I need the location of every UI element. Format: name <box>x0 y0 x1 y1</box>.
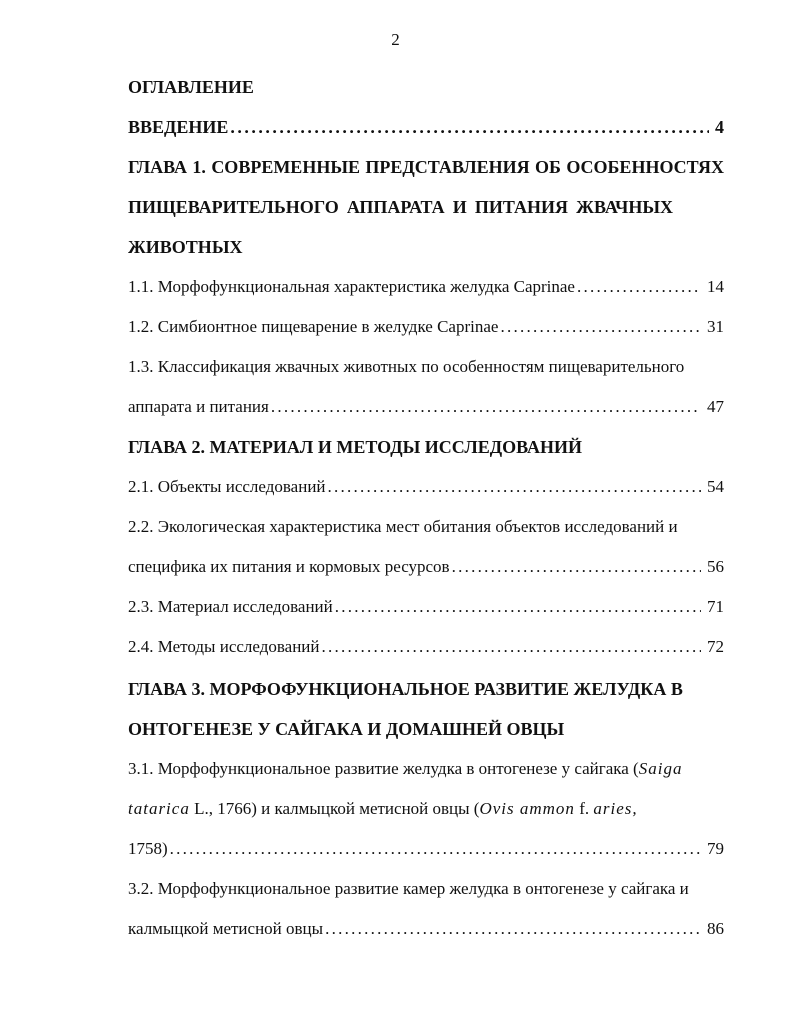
species-name: Saiga <box>638 759 683 778</box>
word: ПИЩЕВАРИТЕЛЬНОГО <box>128 197 339 217</box>
toc-entry-intro[interactable] <box>128 116 724 138</box>
word: ГЛАВА <box>128 157 188 177</box>
chapter3-title-line2: ОНТОГЕНЕЗЕ У САЙГАКА И ДОМАШНЕЙ ОВЦЫ <box>128 719 565 739</box>
toc-entry-title: аппарата и питания <box>128 397 269 416</box>
chapter1-title-line1 <box>128 156 724 178</box>
toc-heading: ОГЛАВЛЕНИЕ <box>128 77 254 97</box>
dot-leader <box>325 918 701 940</box>
toc-entry-2-4[interactable] <box>128 636 724 658</box>
toc-entry-title: 1.1. Морфофункциональная характеристика желудка Caprinae <box>128 277 575 296</box>
dot-leader <box>452 556 701 578</box>
word: ОБ <box>535 157 561 177</box>
word: АППАРАТА <box>346 197 445 217</box>
dot-leader <box>170 838 701 860</box>
toc-entry-title: 2.1. Объекты исследований <box>128 477 326 496</box>
toc-entry-2-1[interactable] <box>128 476 724 498</box>
toc-entry-1-3-line1[interactable]: 1.3. Классификация жвачных животных по особенностям пищеварительного <box>128 357 685 376</box>
toc-text: f. <box>579 799 590 818</box>
toc-entry-page: 71 <box>707 597 724 616</box>
dot-leader <box>271 396 701 418</box>
toc-entry-page: 72 <box>707 637 724 656</box>
dot-leader <box>322 636 701 658</box>
word: ПИТАНИЯ <box>474 197 569 217</box>
toc-entry-3-2-line1[interactable]: 3.2. Морфофункциональное развитие камер желудка в онтогенезе у сайгака и <box>128 879 689 898</box>
toc-entry-title: 1.2. Симбионтное пищеварение в желудке Caprinae <box>128 317 499 336</box>
word: И <box>452 197 467 217</box>
toc-entry-page: 56 <box>707 557 724 576</box>
species-name: tatarica <box>128 799 190 818</box>
toc-entry-title: 2.3. Материал исследований <box>128 597 333 616</box>
word: СОВРЕМЕННЫЕ <box>211 157 360 177</box>
toc-entry-page: 86 <box>707 919 724 938</box>
toc-entry-page: 31 <box>707 317 724 336</box>
toc-entry-3-1-line1[interactable] <box>128 758 724 780</box>
dot-leader <box>328 476 701 498</box>
species-name: Ovis ammon <box>479 799 575 818</box>
dot-leader <box>577 276 701 298</box>
toc-entry-2-3[interactable] <box>128 596 724 618</box>
word: ОСОБЕННОСТЯХ <box>566 157 724 177</box>
species-name: aries, <box>593 799 638 818</box>
toc-entry-3-1[interactable] <box>128 838 724 860</box>
toc-entry-1-3[interactable] <box>128 396 724 418</box>
chapter2-title: ГЛАВА 2. МАТЕРИАЛ И МЕТОДЫ ИССЛЕДОВАНИЙ <box>128 437 582 457</box>
chapter1-title-line3: ЖИВОТНЫХ <box>128 237 243 257</box>
toc-entry-page: 47 <box>707 397 724 416</box>
chapter1-title-line2 <box>128 196 673 218</box>
toc-entry-2-2[interactable] <box>128 556 724 578</box>
toc-entry-3-2[interactable] <box>128 918 724 940</box>
toc-entry-title: ВВЕДЕНИЕ <box>128 117 229 137</box>
word: ЖВАЧНЫХ <box>576 197 673 217</box>
toc-entry-page: 79 <box>707 839 724 858</box>
toc-entry-page: 54 <box>707 477 724 496</box>
toc-entry-1-1[interactable] <box>128 276 724 298</box>
toc-entry-title: специфика их питания и кормовых ресурсов <box>128 557 450 576</box>
toc-entry-title: 1758) <box>128 839 168 858</box>
chapter3-title-line1: ГЛАВА 3. МОРФОФУНКЦИОНАЛЬНОЕ РАЗВИТИЕ ЖЕЛУДКА В <box>128 679 683 699</box>
toc-text: 3.1. Морфофункциональное развитие желудка в онтогенезе у сайгака ( <box>128 759 639 778</box>
toc-entry-1-2[interactable] <box>128 316 724 338</box>
toc-entry-title: 2.4. Методы исследований <box>128 637 320 656</box>
toc-entry-page: 4 <box>715 117 724 137</box>
toc-entry-3-1-line2[interactable] <box>128 798 724 820</box>
toc-entry-title: калмыцкой метисной овцы <box>128 919 324 938</box>
dot-leader <box>335 596 701 618</box>
page-number: 2 <box>391 30 400 49</box>
dot-leader <box>230 116 709 138</box>
toc-entry-page: 14 <box>707 277 724 296</box>
toc-entry-2-2-line1[interactable]: 2.2. Экологическая характеристика мест обитания объектов исследований и <box>128 517 678 536</box>
word: 1. <box>192 157 206 177</box>
dot-leader <box>500 316 701 338</box>
word: ПРЕДСТАВЛЕНИЯ <box>365 157 530 177</box>
toc-text: L., 1766) и калмыцкой метисной овцы ( <box>194 799 480 818</box>
